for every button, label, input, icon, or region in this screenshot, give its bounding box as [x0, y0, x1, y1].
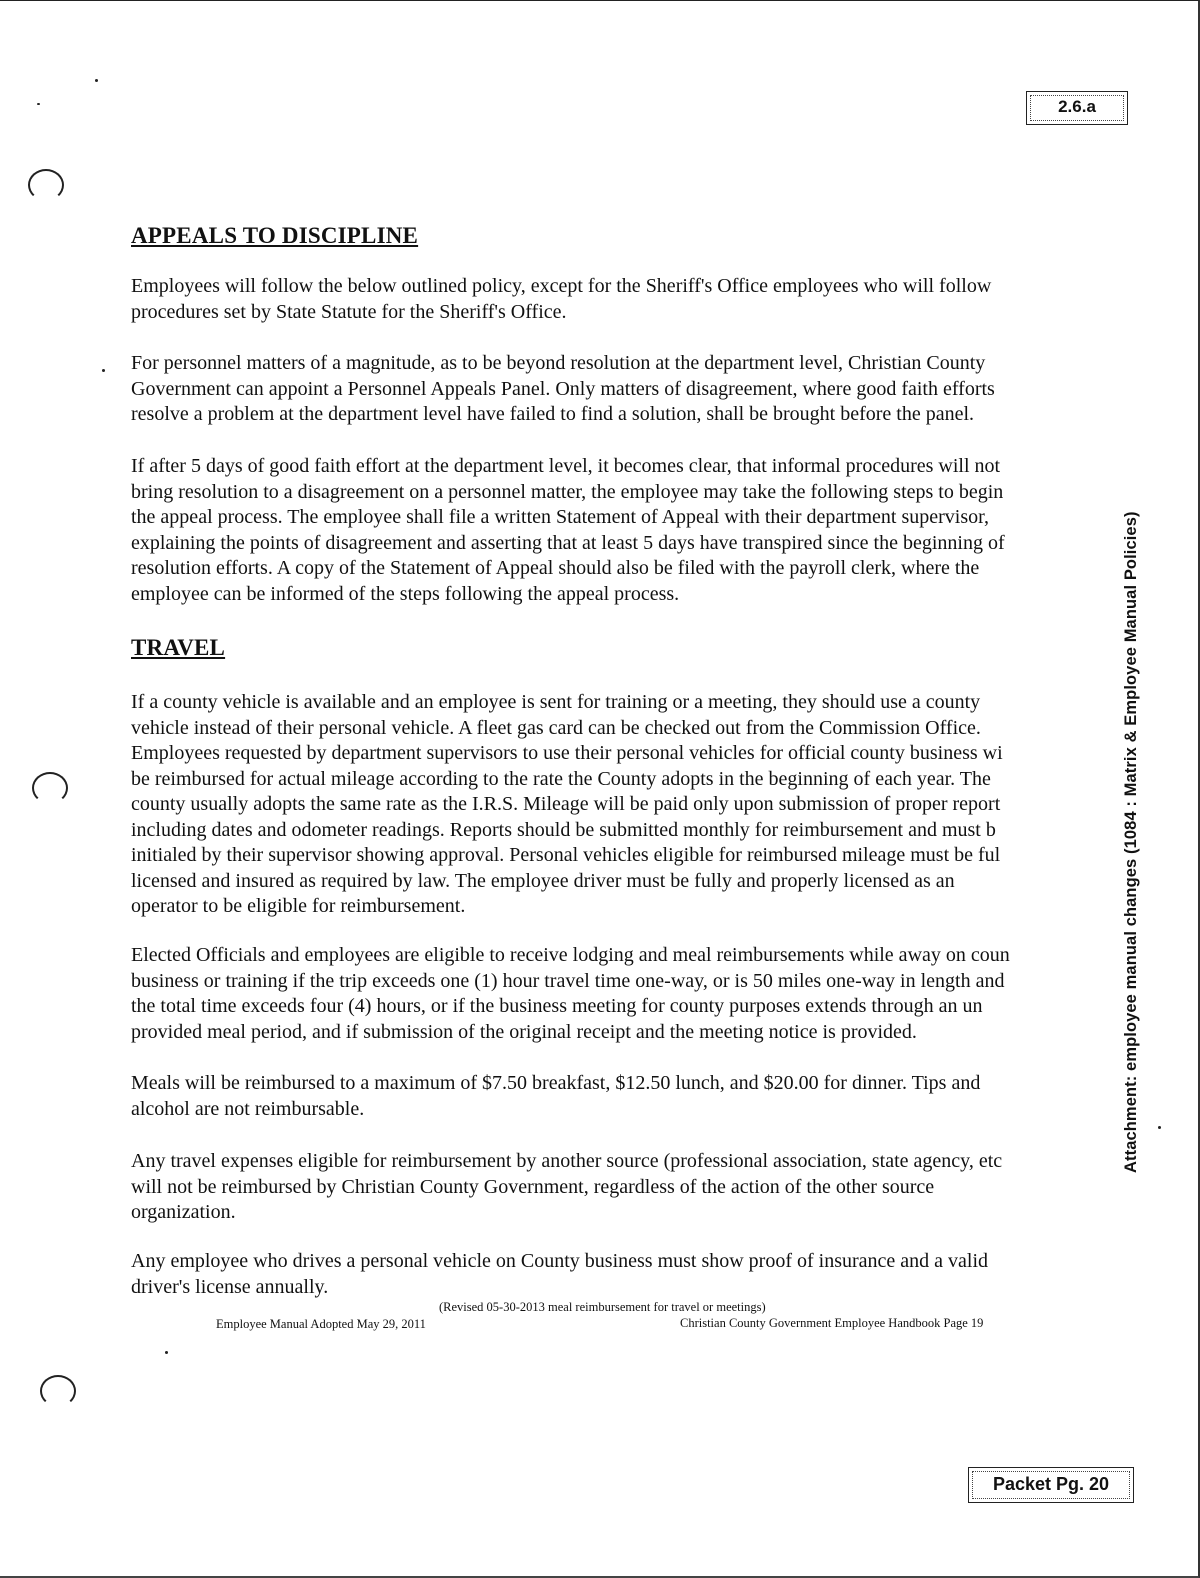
scan-speck: [37, 103, 40, 105]
agenda-item-number: 2.6.a: [1058, 97, 1096, 116]
travel-paragraph-1: If a county vehicle is available and an employee is sent for training or a meeting, they should use a county vehicle instead of their personal vehicle. A fleet gas card can be checked out from the Commission Office. Employees requested by department supervisors to use their personal vehicles for official county business wi be reimbursed for actual mileage according to the rate the County adopts in the beginning of each year. The county usually adopts the same rate as the I.R.S. Mileage will be paid only upon submission of proper report including dates and odometer readings. Reports should be submitted monthly for reimbursement and must b initialed by their supervisor showing approval. Personal vehicles eligible for reimbursed mileage must be ful licensed and insured as required by law. The employee driver must be fully and properly licensed as an operator to be eligible for reimbursement.: [131, 691, 1003, 917]
scan-speck: [1158, 1126, 1161, 1129]
travel-paragraph-3: Meals will be reimbursed to a maximum of $7.50 breakfast, $12.50 lunch, and $20.00 for dinner. Tips and alcohol are not reimbursable.: [131, 1072, 981, 1120]
appeals-heading: APPEALS TO DISCIPLINE: [131, 223, 419, 248]
punch-hole-top: [28, 169, 64, 201]
travel-paragraph-2: Elected Officials and employees are eligible to receive lodging and meal reimbursements while away on coun business or training if the trip exceeds one (1) hour travel time one-way, or is 50 miles one-way in length and the total time exceeds four (4) hours, or if the business meeting for county purposes extends through an un provided meal period, and if submission of the original receipt and the meeting notice is provided.: [131, 944, 1010, 1043]
appeals-paragraph-3: If after 5 days of good faith effort at the department level, it becomes clear, that informal procedures will not bring resolution to a disagreement on a personnel matter, the employee may take the following steps to begin the appeal process. The employee shall file a written Statement of Appeal with their department supervisor, explaining the points of disagreement and asserting that at least 5 days have transpired since the beginning of resolution efforts. A copy of the Statement of Appeal should also be filed with the payroll clerk, where the employee can be informed of the steps following the appeal process.: [131, 455, 1005, 605]
punch-hole-bottom: [40, 1375, 76, 1407]
travel-heading: TRAVEL: [131, 635, 226, 660]
packet-page-stamp: [968, 1467, 1134, 1503]
travel-paragraph-4: Any travel expenses eligible for reimbursement by another source (professional association, state agency, etc will not be reimbursed by Christian County Government, regardless of the action of the other source organization.: [131, 1150, 1003, 1223]
packet-page-number: Packet Pg. 20: [992, 1474, 1110, 1494]
scan-speck: [102, 369, 105, 372]
footer-revised-note: (Revised 05-30-2013 meal reimbursement for travel or meetings): [439, 1300, 766, 1314]
attachment-side-caption: Attachment: employee manual changes (1084 : Matrix & Employee Manual Policies): [1122, 511, 1140, 1173]
scan-speck: [165, 1351, 168, 1354]
appeals-paragraph-2: For personnel matters of a magnitude, as to be beyond resolution at the department level, Christian County Government can appoint a Personnel Appeals Panel. Only matters of disagreement, where good faith efforts resolve a problem at the department level have failed to find a solution, shall be brought before the panel.: [131, 352, 995, 425]
appeals-paragraph-1: Employees will follow the below outlined policy, except for the Sheriff's Office employees who will follow procedures set by State Statute for the Sheriff's Office.: [131, 275, 992, 323]
scan-speck: [95, 79, 98, 82]
footer-left: Employee Manual Adopted May 29, 2011: [216, 1317, 426, 1331]
agenda-item-stamp: [1026, 91, 1128, 125]
travel-paragraph-5: Any employee who drives a personal vehicle on County business must show proof of insurance and a valid driver's license annually.: [131, 1250, 989, 1298]
punch-hole-middle: [32, 772, 68, 804]
footer-right: Christian County Government Employee Handbook Page 19: [680, 1316, 984, 1330]
